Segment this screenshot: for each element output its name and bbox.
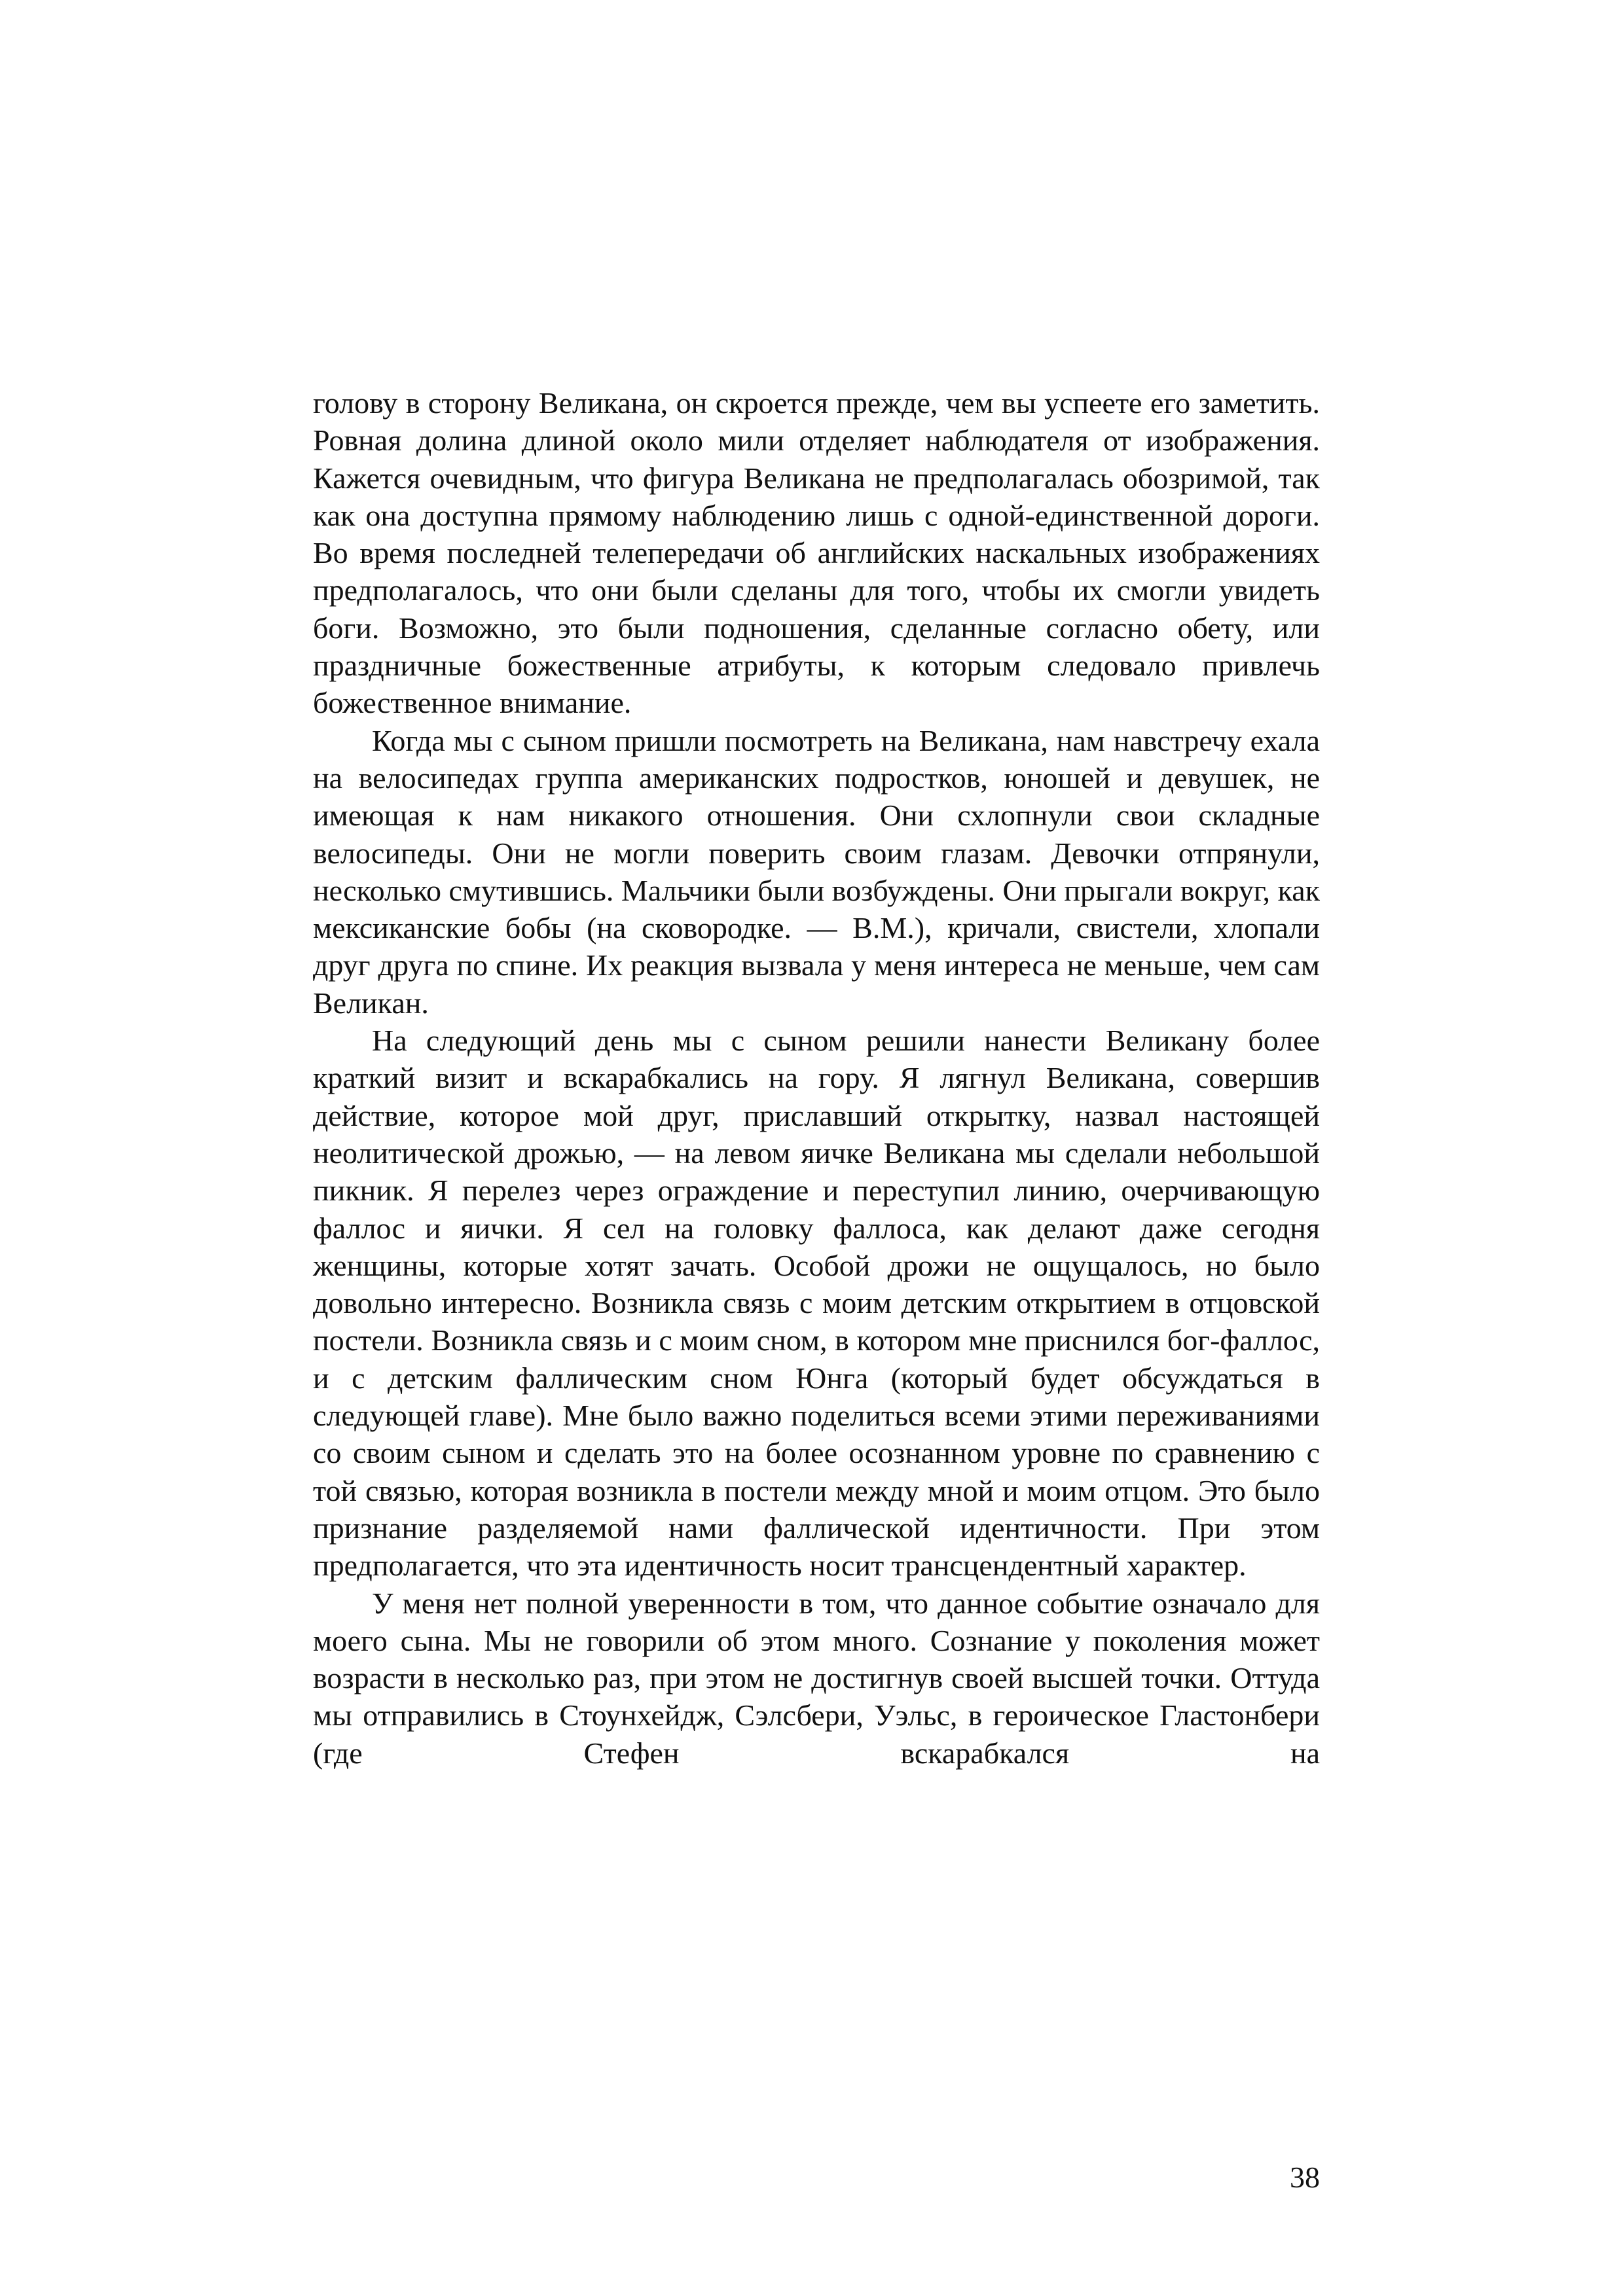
paragraph-2: Когда мы с сыном пришли посмотреть на Великана, нам навстречу ехала на велосипедах группа американских подростков, юношей и девушек, не имеющая к нам никакого отношения. Они схлопнули свои складные велосипеды. Они не могли поверить своим глазам. Девочки отпрянули, несколько смутившись. Мальчики были возбуждены. Они прыгали вокруг, как мексиканские бобы (на сковородке. — В.М.), кричали, свистели, хлопали друг друга по спине. Их реакция вызвала у меня интереса не меньше, чем сам Великан. xyxy=(313,723,1320,1020)
page-body xyxy=(313,384,1320,1772)
paragraph-3: На следующий день мы с сыном решили нанести Великану более краткий визит и вскарабкались на гору. Я лягнул Великана, совершив действие, которое мой друг, приславший открытку, назвал настоящей неолитической дрожью, — на левом яичке Великана мы сделали небольшой пикник. Я перелез через ограждение и переступил линию, очерчивающую фаллос и яички. Я сел на головку фаллоса, как делают даже сегодня женщины, которые хотят зачать. Особой дрожи не ощущалось, но было довольно интересно. Возникла связь с моим детским открытием в отцовской постели. Возникла связь и с моим сном, в котором мне приснился бог-фаллос, и с детским фаллическим сном Юнга (который будет обсуждаться в следующей главе). Мне было важно поделиться всеми этими переживаниями со своим сыном и сделать это на более осознанном уровне по сравнению с той связью, которая возникла в постели между мной и моим отцом. Это было признание разделяемой нами фаллической идентичности. При этом предполагается, что эта идентичность носит трансцендентный характер. xyxy=(313,1024,1320,1583)
paragraph-4: У меня нет полной уверенности в том, что данное событие означало для моего сына. Мы не говорили об этом много. Сознание у поколения может возрасти в несколько раз, при этом не достигнув своей высшей точки. Оттуда мы отправились в Стоунхейдж, Сэлсбери, Уэльс, в героическое Гластонбери (где Стефен вскарабкался на xyxy=(313,1586,1320,1770)
paragraph-1: голову в сторону Великана, он скроется прежде, чем вы успеете его заметить. Ровная долина длиной около мили отделяет наблюдателя от изображения. Кажется очевидным, что фигура Великана не предполагалась обозримой, так как она доступна прямому наблюдению лишь с одной-единственной дороги. Во время последней телепередачи об английских наскальных изображениях предполагалось, что они были сделаны для того, чтобы их смогли увидеть боги. Возможно, это были подношения, сделанные согласно обету, или праздничные божественные атрибуты, к которым следовало привлечь божественное внимание. xyxy=(313,386,1320,720)
page-number: 38 xyxy=(1290,2161,1320,2194)
